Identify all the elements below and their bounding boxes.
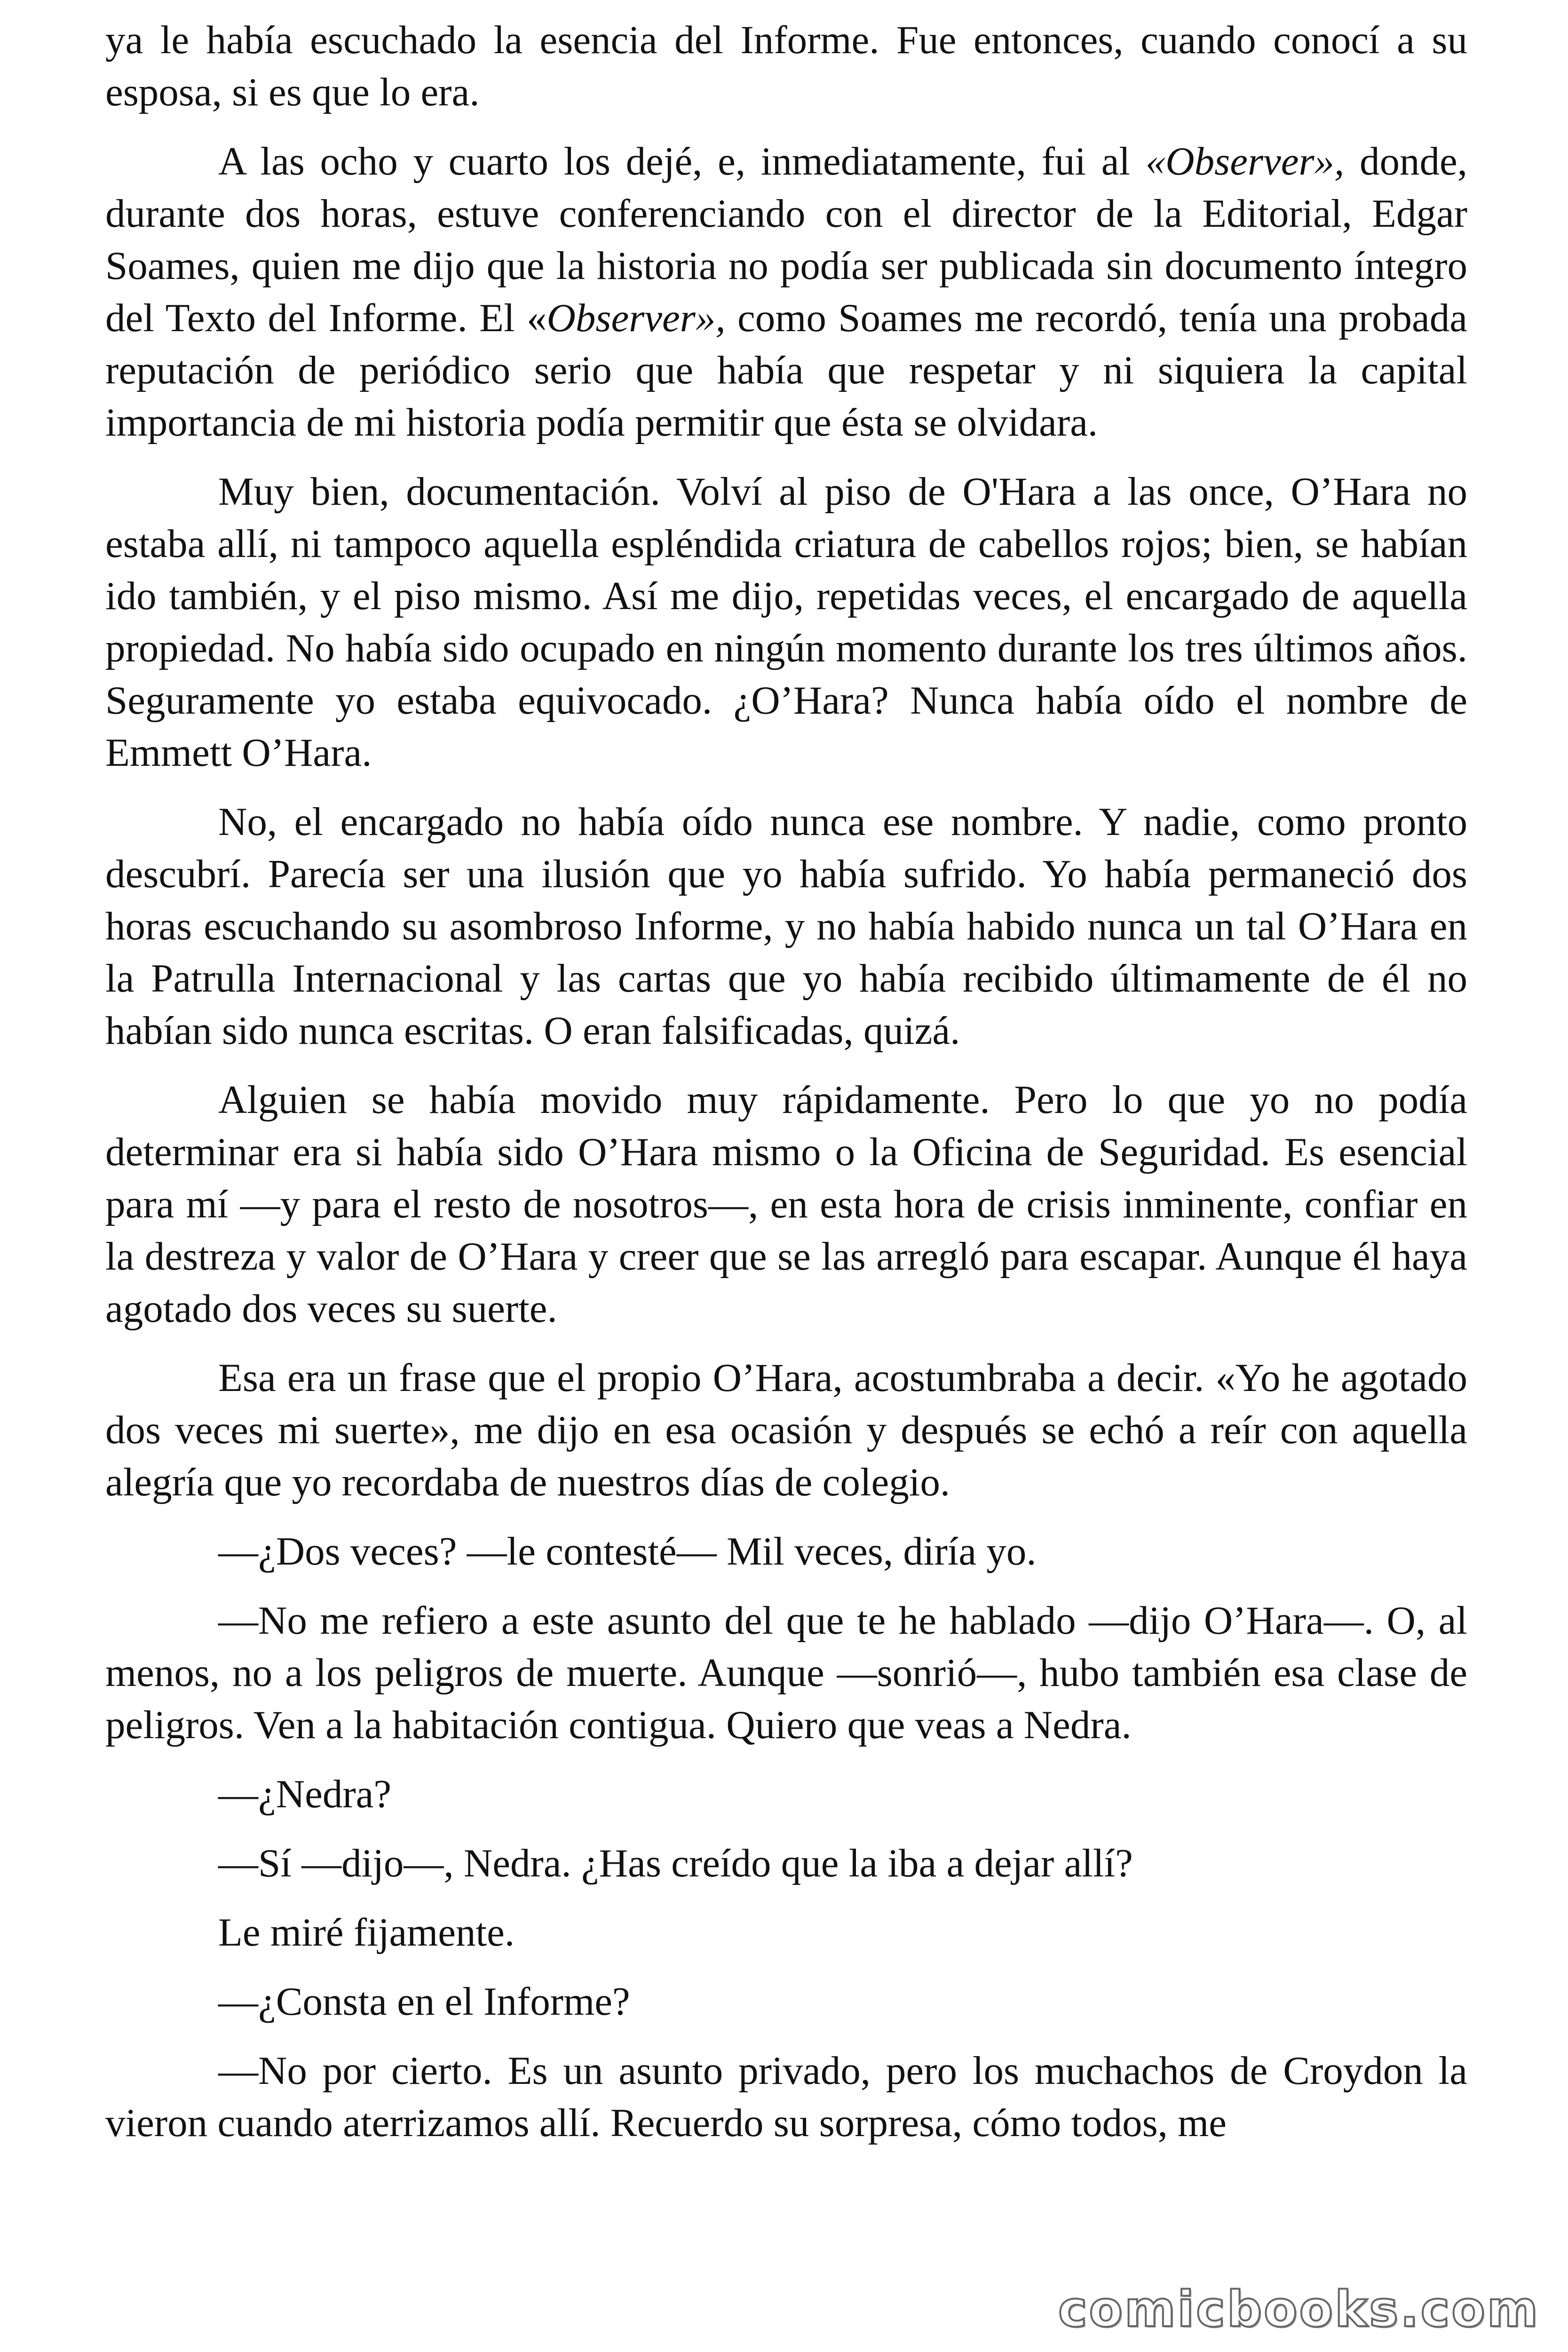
paragraph [105,1976,1467,2028]
text-segment: No, el encargado no había oído nunca ese nombre. Y nadie, como pronto descubrí. Parecía ser una ilusión que yo había sufrido. Yo había permaneció dos horas escuchando su asombroso Informe, y no había habido nunca un tal O’Hara en la Patrulla Internacional y las cartas que yo había recibido últimamente de él no habían sido nunca escritas. O eran falsificadas, quizá. [105,800,1467,1053]
watermark-logo: comicbooks.com [1058,2280,1540,2338]
paragraph [105,135,1467,449]
text-segment: —No me refiero a este asunto del que te he hablado —dijo O’Hara—. O, al menos, no a los peligros de muerte. Aunque —sonrió—, hubo también esa clase de peligros. Ven a la habitación contigua. Quiero que veas a Nedra. [105,1598,1467,1747]
text-segment: Esa era un frase que el propio O’Hara, acostumbraba a decir. «Yo he agotado dos veces mi suerte», me dijo en esa ocasión y después se echó a reír con aquella alegría que yo recordaba de nuestros días de colegio. [105,1356,1467,1504]
paragraph [105,2045,1467,2149]
italic-text-segment: Observer», [546,296,726,340]
paragraph [105,1526,1467,1578]
italic-text-segment: «Observer», [1145,139,1345,183]
text-segment: como Soames me recordó, tenía una probada reputación de periódico serio que había que respetar y ni siquiera la capital importancia de mi historia podía permitir que ésta se olvidara. [105,296,1467,445]
text-segment: —¿Consta en el Informe? [218,1979,630,2024]
paragraph [105,1352,1467,1509]
text-segment: A las ocho y cuarto los dejé, e, inmediatamente, fui al [218,139,1146,183]
text-segment: ya le había escuchado la esencia del Informe. Fue entonces, cuando conocí a su esposa, si es que lo era. [105,18,1467,114]
paragraph [105,1837,1467,1890]
body-text [105,14,1467,2166]
text-segment: —Sí —dijo—, Nedra. ¿Has creído que la iba a dejar allí? [218,1841,1133,1885]
paragraph [105,796,1467,1057]
paragraph [105,1907,1467,1959]
text-segment: donde, durante dos horas, estuve conferenciando con el director de la Editorial, Edgar Soames, quien me dijo que la historia no podía ser publicada sin documento íntegro del Texto del Informe. El « [105,139,1467,340]
text-segment: Alguien se había movido muy rápidamente. Pero lo que yo no podía determinar era si había sido O’Hara mismo o la Oficina de Seguridad. Es esencial para mí —y para el resto de nosotros—, en esta hora de crisis inminente, confiar en la destreza y valor de O’Hara y creer que se las arregló para escapar. Aunque él haya agotado dos veces su suerte. [105,1078,1467,1331]
paragraph [105,14,1467,119]
text-segment: —No por cierto. Es un asunto privado, pero los muchachos de Croydon la vieron cuando aterrizamos allí. Recuerdo su sorpresa, cómo todos, me [105,2049,1467,2145]
paragraph [105,1074,1467,1335]
text-segment: Le miré fijamente. [218,1910,515,1955]
paragraph [105,1768,1467,1820]
text-segment: —¿Dos veces? —le contesté— Mil veces, diría yo. [218,1529,1037,1573]
paragraph [105,466,1467,779]
paragraph [105,1595,1467,1751]
text-segment: Muy bien, documentación. Volví al piso de O'Hara a las once, O’Hara no estaba allí, ni tampoco aquella espléndida criatura de cabellos rojos; bien, se habían ido también, y el piso mismo. Así me dijo, repetidas veces, el encargado de aquella propiedad. No había sido ocupado en ningún momento durante los tres últimos años. Seguramente yo estaba equivocado. ¿O’Hara? Nunca había oído el nombre de Emmett O’Hara. [105,469,1467,775]
text-segment: —¿Nedra? [218,1772,392,1816]
